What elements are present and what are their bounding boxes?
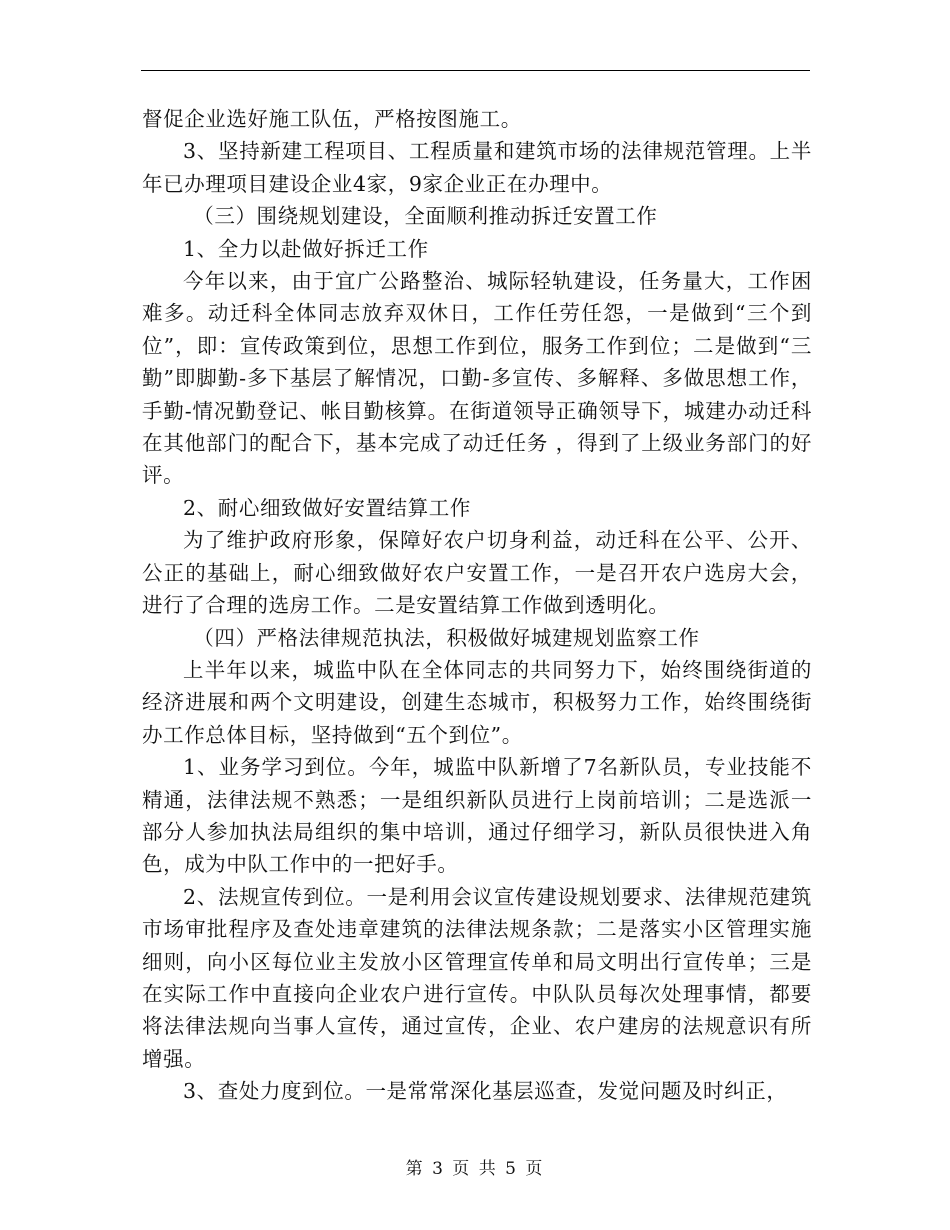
paragraph: 2、法规宣传到位。一是利用会议宣传建设规划要求、法律规范建筑市场审批程序及查处违章建筑的法律法规条款；二是落实小区管理实施细则，向小区每位业主发放小区管理宣传单和局文明出行宣传单；三是在实际工作中直接向企业农户进行宣传。中队队员每次处理事情，都要将法律法规向当事人宣传，通过宣传，企业、农户建房的法规意识有所增强。 (142, 884, 812, 1071)
paragraph: 3、查处力度到位。一是常常深化基层巡查，发觉问题及时纠正， (183, 1079, 788, 1104)
paragraph: 督促企业选好施工队伍，严格按图施工。 (142, 107, 522, 131)
paragraph: 为了维护政府形象，保障好农户切身利益，动迁科在公平、公开、公正的基础上，耐心细致做好农户安置工作，一是召开农户选房大会，进行了合理的选房工作。二是安置结算工作做到透明化。 (142, 528, 812, 618)
document-body (142, 103, 812, 1108)
subsection-heading: 1、全力以赴做好拆迁工作 (183, 236, 429, 261)
paragraph: 1、业务学习到位。今年，城监中队新增了7名新队员，专业技能不精通，法律法规不熟悉；一是组织新队员进行上岗前培训；二是选派一部分人参加执法局组织的集中培训，通过仔细学习，新队员很快进入角色，成为中队工作中的一把好手。 (142, 755, 812, 877)
section-heading: （四）严格法律规范执法，积极做好城建规划监察工作 (193, 625, 700, 650)
page-footer: 第 3 页 共 5 页 (405, 1159, 545, 1179)
paragraph: 3、坚持新建工程项目、工程质量和建筑市场的法律规范管理。上半年已办理项目建设企业4家，9家企业正在办理中。 (142, 139, 812, 196)
header-rule (141, 70, 810, 71)
paragraph: 上半年以来，城监中队在全体同志的共同努力下，始终围绕街道的经济进展和两个文明建设，创建生态城市，积极努力工作，始终围绕街办工作总体目标，坚持做到“五个到位”。 (142, 657, 812, 747)
paragraph: 今年以来，由于宜广公路整治、城际轻轨建设，任务量大，工作困难多。动迁科全体同志放弃双休日，工作任劳任怨，一是做到“三个到位”，即：宣传政策到位，思想工作到位，服务工作到位；二是做到“三勤”即脚勤-多下基层了解情况，口勤-多宣传、多解释、多做思想工作，手勤-情况勤登记、帐目勤核算。在街道领导正确领导下，城建办动迁科在其他部门的配合下，基本完成了动迁任务 ，得到了上级业务部门的好评。 (142, 269, 812, 488)
section-heading: （三）围绕规划建设，全面顺利推动拆迁安置工作 (193, 204, 658, 229)
subsection-heading: 2、耐心细致做好安置结算工作 (183, 495, 471, 520)
